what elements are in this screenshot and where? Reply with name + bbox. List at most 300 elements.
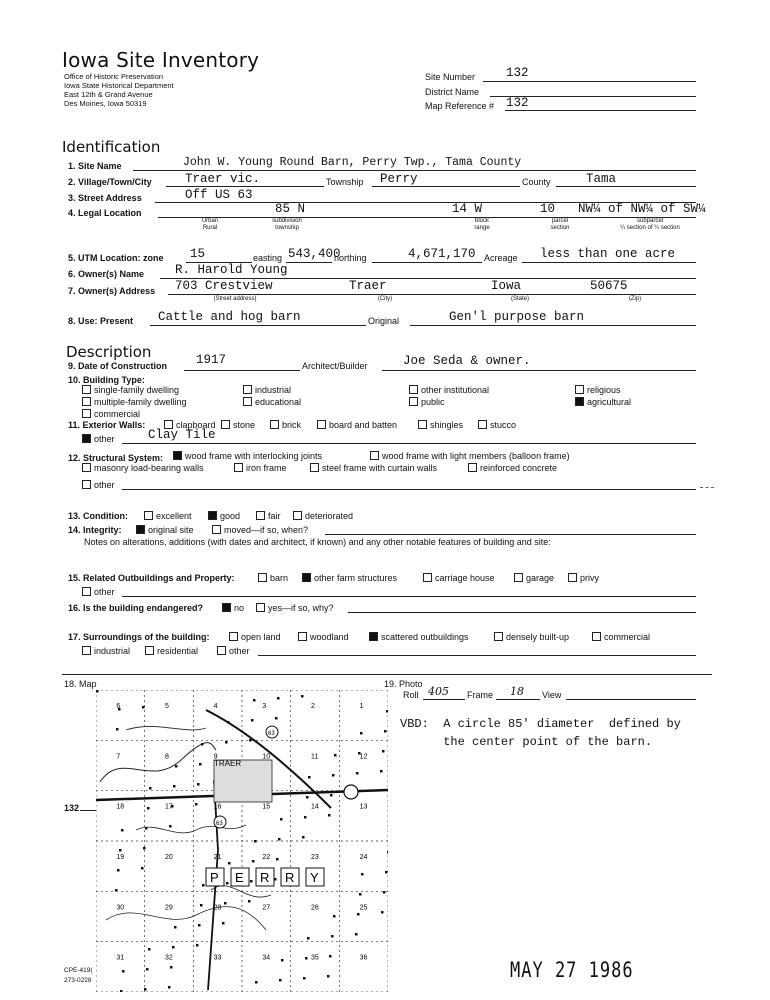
building-type-option[interactable] [82,397,187,407]
checkbox-checked[interactable] [222,603,231,612]
checkbox[interactable] [310,463,319,472]
surroundings-option[interactable] [298,632,349,642]
architect-label: Architect/Builder [302,361,368,371]
option-label: other [94,587,115,597]
farmstead-dot [359,893,362,896]
northing-value[interactable]: 4,671,170 [408,247,476,261]
section-number: 11 [311,753,319,761]
checkbox[interactable] [217,646,226,655]
section-number: 12 [359,753,368,761]
identification-heading: Identification [62,138,161,156]
farmstead-dot [302,836,305,839]
section-number: 32 [165,954,173,962]
exterior-option[interactable] [478,420,516,430]
section-number: 2 [311,703,315,710]
farmstead-dot [382,750,385,753]
checkbox[interactable] [317,420,326,429]
outbuildings-option[interactable] [568,573,599,583]
structural-option[interactable] [468,463,557,473]
surroundings-option[interactable] [145,646,198,656]
option-label: iron frame [246,463,287,473]
checkbox[interactable] [212,525,221,534]
checkbox-checked[interactable] [136,525,145,534]
exterior-option[interactable] [317,420,397,430]
option-label: religious [587,385,621,395]
page-title: Iowa Site Inventory [62,48,260,72]
easting-value[interactable]: 543,400 [288,247,341,261]
office-line: Iowa State Historical Department [64,81,174,90]
checkbox[interactable] [234,463,243,472]
structural-label: 12. Structural System: [68,453,164,463]
county-label: County [522,177,551,187]
legal-parcel-value[interactable]: NW¼ of NW¼ of SW¼ [578,202,706,216]
farmstead-dot [383,891,386,894]
photo-label: 19. Photo [384,679,423,689]
surroundings-label: 17. Surroundings of the building: [68,632,210,642]
option-label: other [94,434,115,444]
farmstead-dot [120,990,123,992]
checkbox[interactable] [418,420,427,429]
condition-label: 13. Condition: [68,511,128,521]
section-number: 8 [165,753,169,761]
building-type-option[interactable] [82,385,179,395]
exterior-other-value[interactable]: Clay Tile [148,428,216,442]
northing-line [372,262,482,263]
option-label: board and batten [329,420,398,430]
owner-street-value[interactable]: 703 Crestview [175,279,273,293]
structural-other-option[interactable] [82,480,115,490]
township-letter: P [210,870,219,885]
use-present-line [150,325,366,326]
option-label: wood frame with light members (balloon frame) [382,451,570,461]
checkbox[interactable] [270,420,279,429]
farmstead-dot [224,902,227,905]
checkbox[interactable] [575,385,584,394]
building-type-label: 10. Building Type: [68,375,145,385]
checkbox[interactable] [82,385,91,394]
option-label: no [234,603,245,613]
legal-section-value[interactable]: 10 [540,202,556,216]
village-label: 2. Village/Town/City [68,177,152,187]
exterior-option[interactable] [270,420,301,430]
farmstead-dot [252,860,255,863]
option-label: other [94,480,115,490]
farmstead-dot [281,959,284,962]
county-value[interactable]: Tama [586,172,617,186]
farmstead-dot [355,933,358,936]
condition-option[interactable] [144,511,192,521]
township-value[interactable]: Perry [380,172,418,186]
farmstead-dot [249,739,252,742]
section-number: 9 [213,753,218,761]
option-label: carriage house [435,573,495,583]
checkbox[interactable] [468,463,477,472]
village-value[interactable]: Traer vic. [185,172,261,186]
checkbox[interactable] [229,632,238,641]
building-type-option[interactable] [575,397,631,407]
exterior-other-line [122,443,696,444]
township-label: Township [326,177,364,187]
legal-range-value[interactable]: 14 W [452,202,483,216]
checkbox[interactable] [82,646,91,655]
outbuildings-label: 15. Related Outbuildings and Property: [68,573,235,583]
structural-option[interactable] [173,451,322,461]
farmstead-dot [147,807,150,810]
option-label: industrial [94,646,131,656]
building-type-option[interactable] [82,409,140,419]
checkbox[interactable] [258,573,267,582]
option-label: clapboard [176,420,216,430]
endangered-yes-option[interactable] [256,603,334,613]
farmstead-dot [253,699,256,702]
surroundings-option[interactable] [229,632,281,642]
farmstead-dot [116,728,119,731]
map-reference-value[interactable]: 132 [506,96,529,110]
section-divider [62,674,712,675]
outbuildings-option[interactable] [423,573,495,583]
option-label: commercial [604,632,651,642]
owner-name-value[interactable]: R. Harold Young [175,263,288,277]
option-label: single-family dwelling [94,385,180,395]
option-label: open land [241,632,281,642]
exterior-option[interactable] [418,420,463,430]
section-number: 20 [165,854,173,861]
checkbox[interactable] [82,480,91,489]
section-number: 14 [311,803,319,811]
farmstead-dot [141,867,144,870]
township-letter: Y [310,870,319,885]
option-label: wood frame with interlocking joints [185,451,323,461]
northing-label: northing [334,253,367,263]
acreage-label: Acreage [484,253,518,263]
checkbox-checked[interactable] [302,573,311,582]
exterior-walls-label: 11. Exterior Walls: [68,420,146,430]
building-type-option[interactable] [243,385,291,395]
farmstead-dot [115,889,118,892]
surroundings-option[interactable] [217,646,250,656]
integrity-label: 14. Integrity: [68,525,122,535]
utm-zone-value[interactable]: 15 [190,247,206,261]
section-number: 4 [213,703,218,710]
integrity-notes-label: Notes on alterations, additions (with dates and architect, if known) and any other notable features of building and site: [84,537,551,547]
checkbox[interactable] [221,420,230,429]
checkbox[interactable] [256,511,265,520]
section-number: 6 [116,703,121,710]
acreage-value[interactable]: less than one acre [540,247,676,261]
farmstead-dot [196,944,199,947]
farmstead-dot [381,911,384,914]
option-label: commercial [94,409,141,419]
checkbox[interactable] [82,397,91,406]
farmstead-dot [380,770,383,773]
farmstead-dot [149,787,152,790]
farmstead-dot [306,796,309,799]
vbd-text[interactable]: VBD: A circle 85' diameter defined by the center point of the barn. [400,717,681,749]
address-sub-label: (Street address) [213,296,257,302]
condition-option[interactable] [293,511,353,521]
section-number: 30 [116,904,125,912]
farmstead-dot [308,776,311,779]
structural-option[interactable] [310,463,437,473]
easting-line [286,262,332,263]
checkbox[interactable] [243,397,252,406]
address-sub-label: (Zip) [628,296,642,302]
farmstead-dot [278,838,281,841]
site-number-value[interactable]: 132 [506,66,529,80]
option-label: brick [282,420,302,430]
farmstead-dot [222,922,225,925]
acreage-line [522,262,696,263]
option-label: stucco [490,420,517,430]
farmstead-dot [305,957,308,960]
structural-option[interactable] [82,463,204,473]
form-code: 273-0228 [64,977,92,984]
farmstead-dot [327,975,330,978]
farmstead-dot [361,873,364,876]
checkbox[interactable] [409,397,418,406]
map-label: 18. Map [64,679,97,689]
farmstead-dot [248,900,251,903]
farmstead-dot [279,979,282,982]
option-label: masonry load-bearing walls [94,463,204,473]
farmstead-dot [168,986,171,989]
section-number: 22 [262,854,271,861]
option-label: moved—if so, when? [224,525,309,535]
building-type-option[interactable] [243,397,301,407]
form-code: CPE-419( [64,967,93,974]
integrity-original-option[interactable] [136,525,194,535]
district-name-label: District Name [425,87,480,97]
checkbox-checked[interactable] [173,451,182,460]
map-ref-pointer [80,810,96,811]
option-label: woodland [310,632,349,642]
checkbox[interactable] [243,385,252,394]
integrity-moved-line[interactable] [325,534,696,535]
farmstead-dot [195,803,198,806]
farmstead-dot [170,966,173,969]
section-number: 34 [262,954,271,962]
checkbox[interactable] [409,385,418,394]
checkbox-checked[interactable] [82,434,91,443]
checkbox[interactable] [592,632,601,641]
address-sub-label: (City) [377,296,393,302]
owner-state-value[interactable]: Iowa [491,279,522,293]
farmstead-dot [225,741,228,744]
site-name-line [133,170,696,171]
location-map [96,690,388,992]
section-number: 33 [213,954,222,962]
farmstead-dot [387,851,388,854]
farmstead-dot [384,730,387,733]
use-present-label: 8. Use: Present [68,316,134,326]
street-address-value[interactable]: Off US 63 [185,188,253,202]
farmstead-dot [200,904,203,907]
building-type-option[interactable] [409,397,445,407]
section-number: 18 [116,803,125,811]
section-number: 17 [165,803,173,811]
county-line [556,186,696,187]
legal-sub-label: subdivision township [272,218,302,231]
building-type-option[interactable] [409,385,489,395]
surroundings-option[interactable] [592,632,650,642]
received-date-stamp: MAY 27 1986 [510,958,634,983]
frame-line [496,699,540,700]
option-label: deteriorated [305,511,354,521]
map-svg [96,690,388,992]
farmstead-dot [121,829,124,832]
farmstead-dot [303,977,306,980]
date-construction-label: 9. Date of Construction [68,361,168,371]
checkbox[interactable] [568,573,577,582]
surroundings-option[interactable] [494,632,569,642]
legal-township-value[interactable]: 85 N [275,202,306,216]
checkbox-checked[interactable] [369,632,378,641]
checkbox-checked[interactable] [575,397,584,406]
checkbox[interactable] [145,646,154,655]
use-original-value[interactable]: Gen'l purpose barn [449,310,585,324]
farmstead-dot [254,840,257,843]
site-number-line [483,81,696,82]
legal-sub-label: subparcel ¼ section of ¼ section [620,218,680,231]
section-number: 29 [165,904,173,912]
farmstead-dot [333,915,336,918]
map-reference-line [505,110,696,111]
farmstead-dot [197,783,200,786]
option-label: industrial [255,385,292,395]
endangered-why-line[interactable] [348,612,696,613]
farmstead-dot [332,774,335,777]
township-letter: R [285,870,295,885]
owner-address-line [168,294,696,295]
checkbox[interactable] [494,632,503,641]
outbuildings-option[interactable] [302,573,397,583]
farmstead-dot [385,871,388,874]
checkbox[interactable] [370,451,379,460]
roll-value[interactable]: 405 [428,685,449,698]
structural-option[interactable] [234,463,287,473]
option-label: multiple-family dwelling [94,397,187,407]
owner-zip-value[interactable]: 50675 [590,279,628,293]
checkbox-checked[interactable] [208,511,217,520]
checkbox[interactable] [478,420,487,429]
surroundings-other-line[interactable] [258,655,696,656]
map-reference-label: Map Reference # [425,101,495,111]
farmstead-dot [275,717,278,720]
office-line: East 12th & Grand Avenue [64,90,153,99]
checkbox[interactable] [423,573,432,582]
site-number-label: Site Number [425,72,476,82]
farmstead-dot [144,988,147,991]
easting-label: easting [253,253,283,263]
legal-sub-label: parcel section [550,218,570,231]
surroundings-option[interactable] [369,632,469,642]
surroundings-option[interactable] [82,646,130,656]
checkbox[interactable] [82,463,91,472]
section-number: 10 [262,753,271,761]
option-label: fair [268,511,281,521]
endangered-no-option[interactable] [222,603,244,613]
description-heading: Description [66,343,152,361]
use-original-label: Original [368,316,400,326]
township-letter: R [260,870,270,885]
farmstead-dot [119,849,122,852]
option-label: privy [580,573,600,583]
outbuildings-other-option[interactable] [82,587,115,597]
architect-value[interactable]: Joe Seda & owner. [403,354,531,368]
option-label: barn [270,573,289,583]
farmstead-dot [255,981,258,984]
site-name-value[interactable]: John W. Young Round Barn, Perry Twp., Tama County [183,156,522,169]
use-present-value[interactable]: Cattle and hog barn [158,310,301,324]
farmstead-dot [143,847,146,850]
office-address [64,72,174,108]
section-number: 21 [213,854,222,861]
section-number: 24 [359,854,368,861]
legal-sub-label: Urban Rural [201,218,219,231]
farmstead-dot [96,690,99,693]
option-label: good [220,511,241,521]
architect-line [382,370,696,371]
edge-mark [700,487,714,488]
option-label: agricultural [587,397,632,407]
integrity-moved-option[interactable] [212,525,308,535]
outbuildings-option[interactable] [258,573,288,583]
farmstead-dot [386,710,388,713]
frame-label: Frame [467,690,494,700]
farmstead-dot [301,695,304,698]
section-number: 23 [311,854,319,861]
outbuildings-option[interactable] [514,573,554,583]
legal-sub-label: block range [474,218,490,231]
checkbox[interactable] [293,511,302,520]
exterior-option[interactable] [221,420,255,430]
date-construction-value[interactable]: 1917 [196,353,227,367]
legal-location-label: 4. Legal Location [68,208,142,218]
farmstead-dot [330,794,333,797]
building-type-option[interactable] [575,385,621,395]
checkbox[interactable] [144,511,153,520]
farmstead-dot [276,858,279,861]
structural-other-line[interactable] [122,489,696,490]
checkbox[interactable] [256,603,265,612]
outbuildings-other-line[interactable] [122,596,696,597]
option-label: densely built-up [506,632,570,642]
exterior-other-option[interactable] [82,434,115,444]
view-line[interactable] [566,699,696,700]
checkbox[interactable] [82,587,91,596]
section-number: 36 [359,954,368,962]
site-marker [344,785,358,799]
structural-option[interactable] [370,451,570,461]
farmstead-dot [117,869,120,872]
condition-option[interactable] [256,511,281,521]
checkbox[interactable] [298,632,307,641]
checkbox[interactable] [514,573,523,582]
farmstead-dot [277,697,280,700]
frame-value[interactable]: 18 [510,685,524,698]
owner-city-value[interactable]: Traer [349,279,387,293]
condition-option[interactable] [208,511,240,521]
use-original-line [410,325,696,326]
farmstead-dot [280,818,283,821]
farmstead-dot [173,785,176,788]
checkbox[interactable] [82,409,91,418]
farmstead-dot [357,913,360,916]
township-line [372,186,520,187]
farmstead-dot [172,946,175,949]
section-number: 13 [359,803,368,811]
farmstead-dot [304,816,307,819]
